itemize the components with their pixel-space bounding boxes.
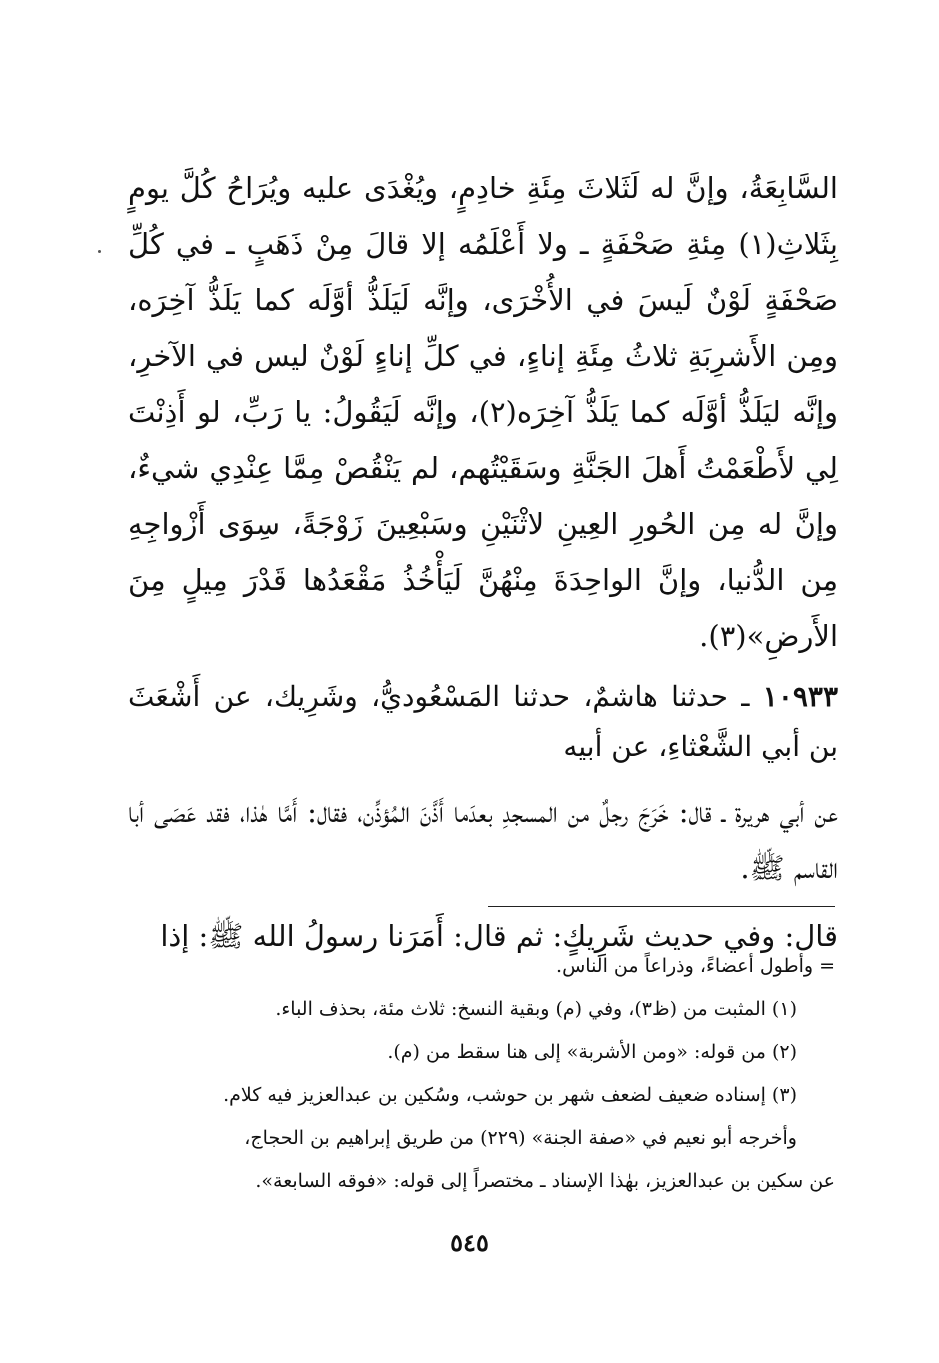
footnote-3-line-3: عن سكين بن عبدالعزيز، بهٰذا الإسناد ـ مختصراً إلى قوله: «فوقه السابعة». [255,1170,835,1192]
footnote-1: (١) المثبت من (ظ٣)، وفي (م) وبقية النسخ: ثلاث مئة، بحذف الباء. [275,998,797,1020]
footnote-continuation: = وأطول أعضاءً، وذراعاً من الناس. [556,955,835,977]
margin-dot [98,250,101,253]
hadith-number: ١٠٩٣٣ [762,680,838,713]
hadith-chain-text: ـ حدثنا هاشمٌ، حدثنا المَسْعُوديُّ، وشَرِيك، عن أَشْعَثَ بن أبي الشَّعْثاءِ، عن أبيه [128,680,838,763]
footnote-3-line-1: (٣) إسناده ضعيف لضعف شهر بن حوشب، وسُكين بن عبدالعزيز فيه كلام. [223,1084,797,1106]
body-paragraph-1: السَّابِعَةُ، وإنَّ له لَثَلاثَ مِئَةِ خادِمٍ، ويُغْدَى عليه ويُرَاحُ كُلَّ يومٍ بِثَلاثِ(١) مِئةِ صَحْفَةٍ ـ ولا أَعْلَمُه إلا قالَ مِنْ ذَهَبٍ ـ في كُلِّ صَحْفَةٍ لَوْنٌ لَيسَ في الأُخْرَى، وإنَّه لَيَلَذُّ أوَّلَه كما يَلَذُّ آخِرَه، ومِن الأَشرِبَةِ ثلاثُ مِئَةِ إناءٍ، في كلِّ إناءٍ لَوْنٌ ليس في الآخرِ، وإنَّه ليَلَذُّ أوَّلَه كما يَلَذُّ آخِرَه(٢)، وإنَّه لَيَقُولُ: يا رَبِّ، لو أَذِنْتَ لِي لأَطْعَمْتُ أَهلَ الجَنَّةِ وسَقَيْتُهم، لم يَنْقُصْ مِمَّا عِنْدِي شيءٌ، وإنَّ له مِن الحُورِ العِينِ لاثْنَيْنِ وسَبْعِينَ زَوْجَةً، سِوَى أَزْواجِهِ مِن الدُّنيا، وإنَّ الواحِدَةَ مِنْهُنَّ لَيَأْخُذُ مَقْعَدُها قَدْرَ مِيلٍ مِنَ الأَرضِ»(٣). [128,171,839,653]
footnote-2: (٢) من قوله: «ومن الأشربة» إلى هنا سقط من (م). [387,1041,797,1063]
page-number: ٥٤٥ [450,1228,489,1257]
body-paragraph-3: قال: وفي حديث شَرِيكٍ: ثم قال: أَمَرَنا رسولُ الله ﷺ: إذا [160,919,838,953]
footnotes-block [135,945,835,1203]
footnote-divider [488,906,835,907]
footnote-3-line-2: وأخرجه أبو نعيم في «صفة الجنة» (٢٢٩) من طريق إبراهيم بن الحجاج، [244,1127,797,1149]
main-text-block [128,160,838,964]
body-paragraph-2: عن أبي هريرة ـ قال: خَرَجَ رجلٌ من المسجدِ بعدَما أَذَّنَ المُؤذِّن، فقال: أَمَّا هٰذا، فقد عَصَى أبا القاسم ﷺ. [128,795,838,885]
hadith-chain-paragraph [128,672,838,772]
